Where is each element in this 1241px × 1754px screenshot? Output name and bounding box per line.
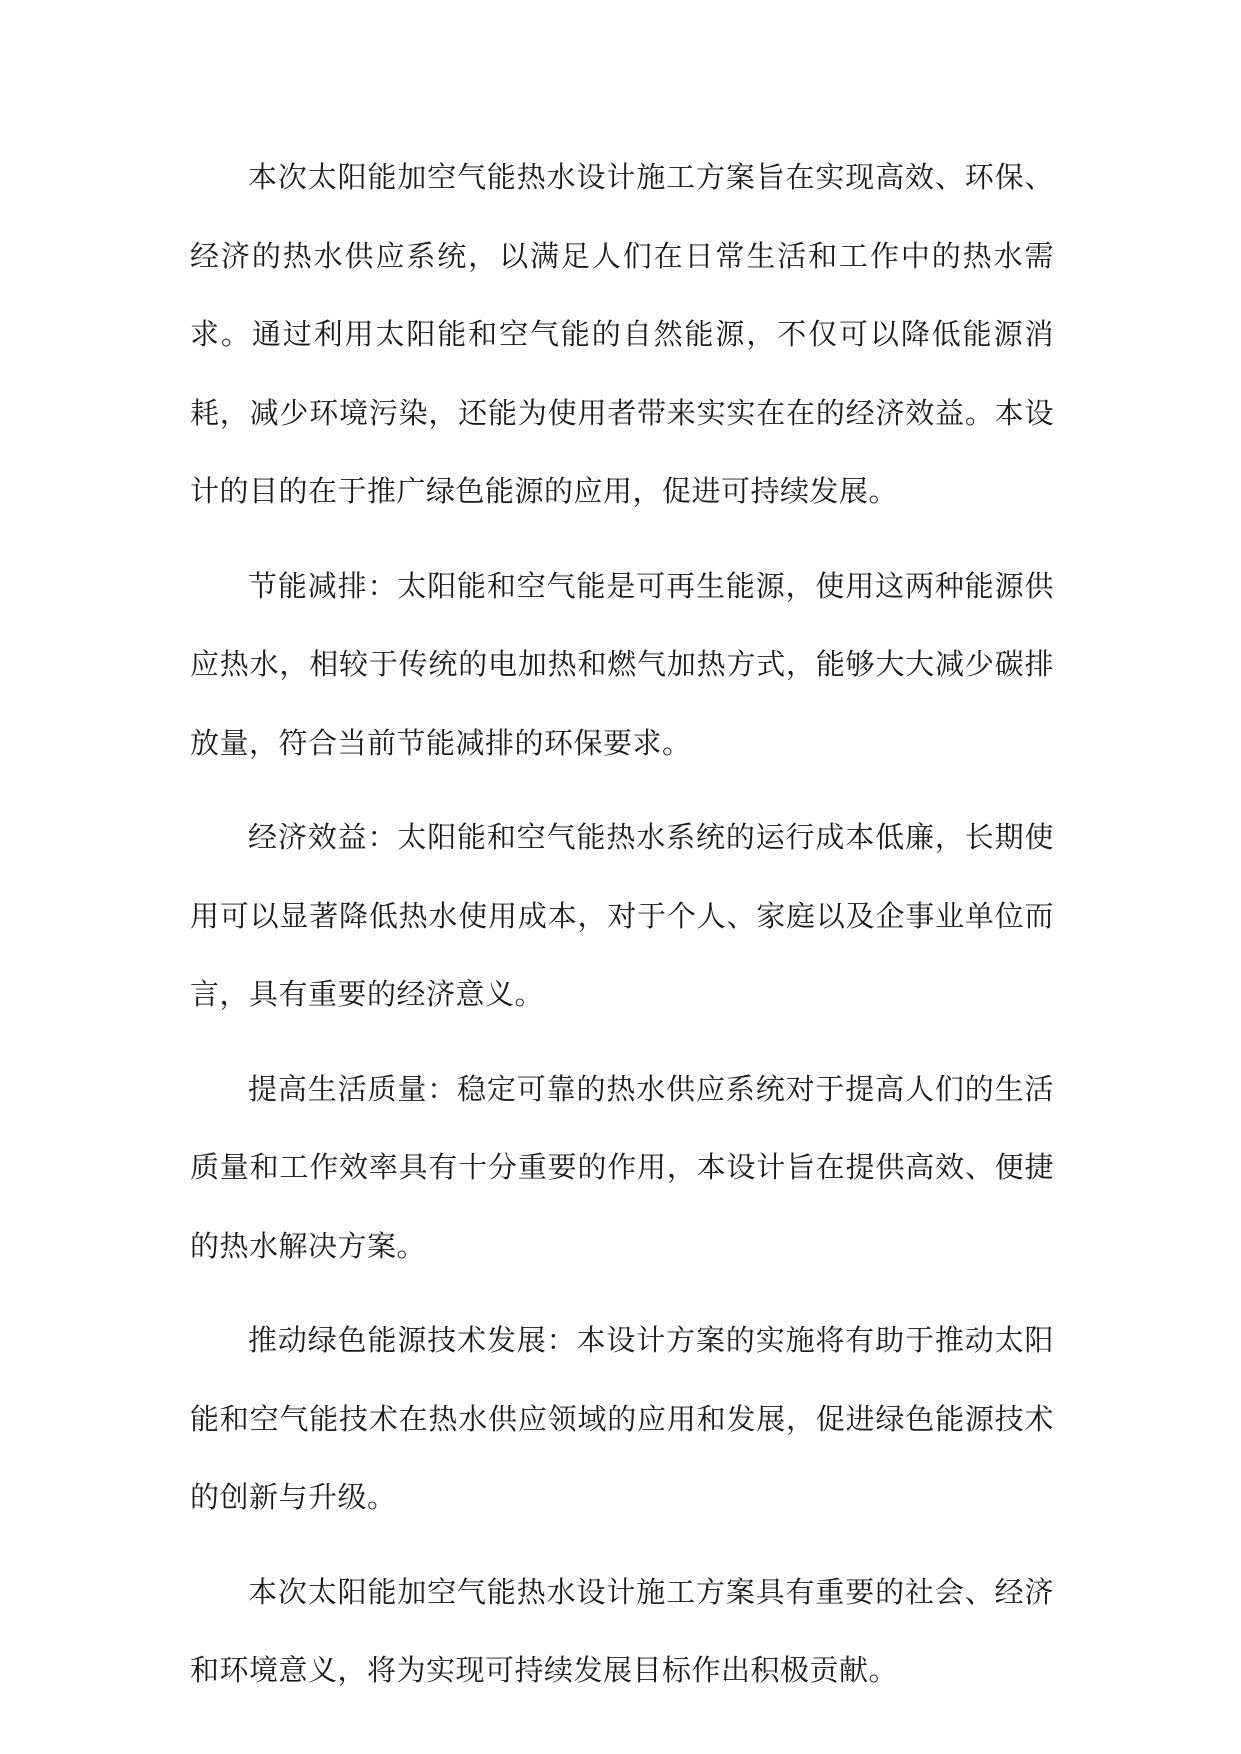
document-page: [190, 138, 1054, 1726]
paragraph-intro: 本次太阳能加空气能热水设计施工方案旨在实现高效、环保、经济的热水供应系统，以满足人们在日常生活和工作中的热水需求。通过利用太阳能和空气能的自然能源，不仅可以降低能源消耗，减少环境污染，还能为使用者带来实实在在的经济效益。本设计的目的在于推广绿色能源的应用，促进可持续发展。: [190, 160, 1054, 508]
paragraph-conclusion: 本次太阳能加空气能热水设计施工方案具有重要的社会、经济和环境意义，将为实现可持续发展目标作出积极贡献。: [190, 1574, 1054, 1687]
paragraph-economic-benefit: 经济效益：太阳能和空气能热水系统的运行成本低廉，长期使用可以显著降低热水使用成本，对于个人、家庭以及企事业单位而言，具有重要的经济意义。: [190, 820, 1054, 1011]
paragraph-green-tech: 推动绿色能源技术发展：本设计方案的实施将有助于推动太阳能和空气能技术在热水供应领域的应用和发展，促进绿色能源技术的创新与升级。: [190, 1323, 1054, 1514]
paragraph-quality-of-life: 提高生活质量：稳定可靠的热水供应系统对于提高人们的生活质量和工作效率具有十分重要的作用，本设计旨在提供高效、便捷的热水解决方案。: [190, 1071, 1054, 1263]
paragraph-energy-saving: 节能减排：太阳能和空气能是可再生能源，使用这两种能源供应热水，相较于传统的电加热和燃气加热方式，能够大大减少碳排放量，符合当前节能减排的环保要求。: [190, 568, 1054, 760]
